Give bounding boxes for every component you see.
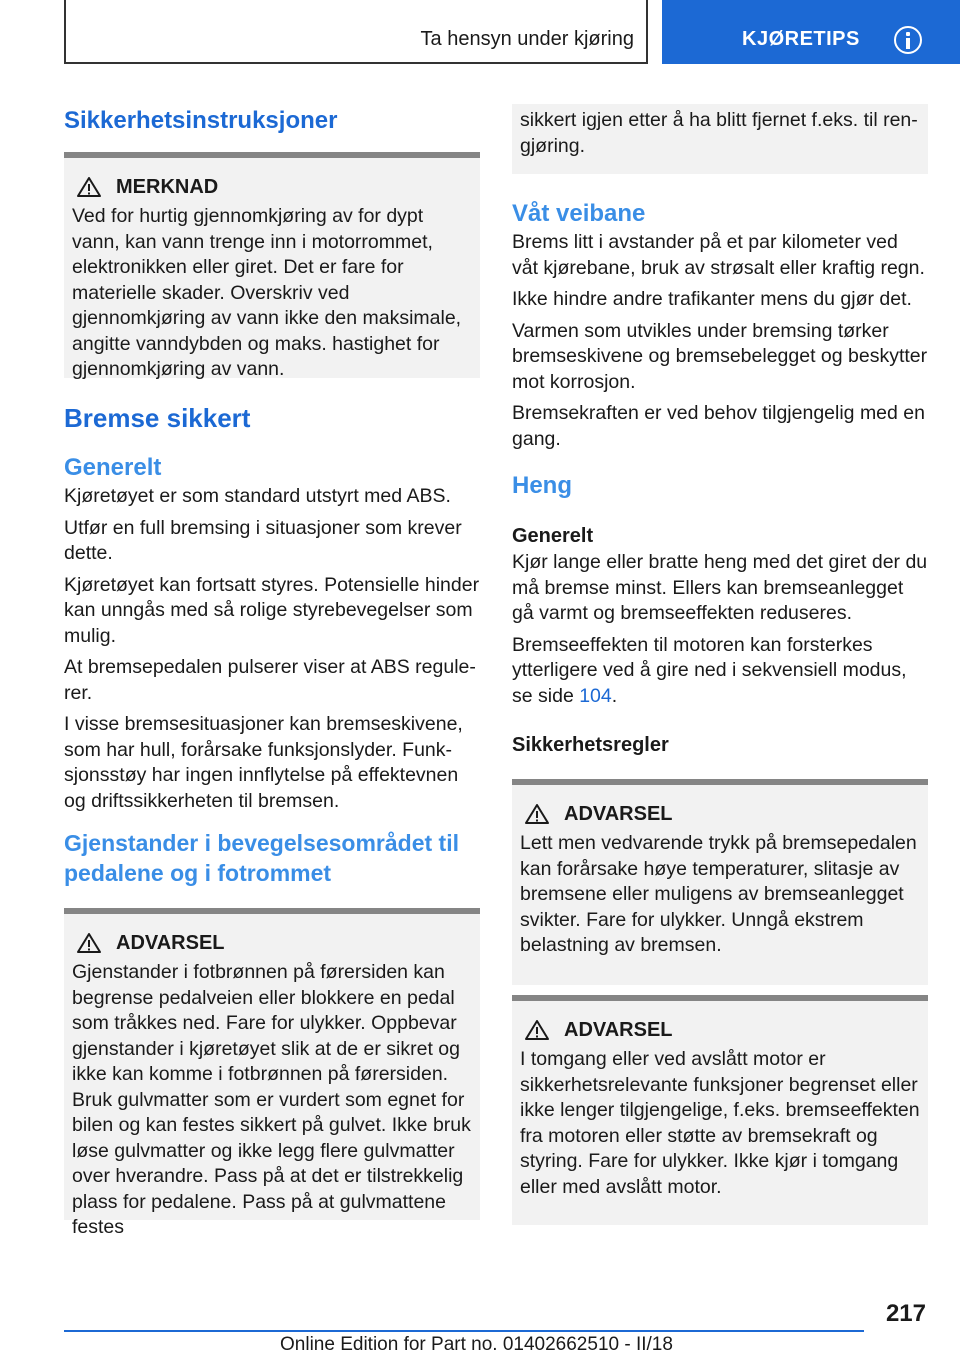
footer-divider xyxy=(64,1330,864,1332)
warning-triangle-icon xyxy=(76,932,102,954)
paragraph: I visse bremsesituasjoner kan bremseskivene, som har hull, forårsake funksjonslyder. Funksjonsstøy har ingen innflytelse på effektevnen og driftssikkerheten til bremsen. xyxy=(64,713,463,812)
warning-title-row xyxy=(72,930,472,956)
warning-box xyxy=(512,995,928,1225)
paragraph: At bremsepedalen pulserer viser at ABS regulerer. xyxy=(64,656,476,704)
paragraph: Kjør lange eller bratte heng med det giret der du må bremse minst. Ellers kan bremseanlegget gå varmt og bremseeffekten reduseres. xyxy=(512,551,928,624)
warning-continuation-text: sikkert igjen etter å ha blitt fjernet f.eks. til rengjøring. xyxy=(520,109,918,157)
warning-box xyxy=(64,908,480,1238)
header-section-box xyxy=(64,0,648,64)
paragraph: Kjøretøyet kan fortsatt styres. Potensielle hinder kan unngås med så rolige styrebevegelser som mulig. xyxy=(64,573,480,647)
left-column xyxy=(64,100,480,1238)
subheading-general: Generelt xyxy=(512,525,594,547)
warning-triangle-icon xyxy=(524,1019,550,1041)
note-text: Ved for hurtig gjennomkjøring av for dypt vann, kan vann trenge inn i motorrommet, elektronikken eller giret. Det er fare for materielle skader. Overskriv ved gjennomkjøring av vann ikke den maksimale, angitte vanndybden og maks. hastighet for gjennomkjøring av vann. xyxy=(72,205,462,380)
warning-title-row xyxy=(520,801,920,827)
heading-slope: Heng xyxy=(512,472,572,499)
footer-edition: Online Edition for Part no. 01402662510 - II/18 xyxy=(280,1334,673,1355)
warning-triangle-icon xyxy=(524,803,550,825)
paragraph: Brems litt i avstander på et par kilometer ved våt kjørebane, bruk av strøsalt eller kraftig regn. xyxy=(512,231,925,279)
paragraph-text: Bremseeffekten til motoren kan forsterkes ytterligere ved å gire ned i sekvensiell modus, se side xyxy=(512,633,907,707)
heading-brake-safely: Bremse sikkert xyxy=(64,403,251,433)
warning-title: ADVARSEL xyxy=(116,932,225,954)
subheading-safety-rules: Sikkerhetsregler xyxy=(512,734,669,756)
paragraph: Kjøretøyet er som standard utstyrt med ABS. xyxy=(64,485,451,507)
note-title-row xyxy=(72,174,472,200)
paragraph: Varmen som utvikles under bremsing tørker bremseskivene og bremsebelegget og beskytter mot korrosjon. xyxy=(512,319,928,393)
header-section-title: Ta hensyn under kjøring xyxy=(420,28,634,50)
note-title: MERKNAD xyxy=(116,176,219,198)
page-reference-link[interactable]: 104 xyxy=(579,684,612,707)
warning-text: I tomgang eller ved avslått motor er sikkerhetsrelevante funksjoner begrenset eller ikke lenger tilgjengelige, f.eks. bremseeffekten fra motoren eller støtte av bremsekraft og styring. Fare for ulykker. Ikke kjør i tomgang eller med avslått motor. xyxy=(520,1048,920,1198)
paragraph: Ikke hindre andre trafikanter mens du gjør det. xyxy=(512,288,912,310)
paragraph: Bremsekraften er ved behov tilgjengelig med en gang. xyxy=(512,402,925,450)
info-icon[interactable] xyxy=(894,26,922,54)
heading-objects-pedals: Gjenstander i bevegelsesområdet til pedalene og i fotrommet xyxy=(64,830,459,886)
header-tab-label: KJØRETIPS xyxy=(742,28,860,50)
paragraph: Utfør en full bremsing i situasjoner som krever dette. xyxy=(64,516,462,564)
warning-continuation-box xyxy=(512,104,928,174)
paragraph xyxy=(512,633,928,710)
note-box xyxy=(64,152,480,378)
warning-triangle-icon xyxy=(76,176,102,198)
header-tab[interactable] xyxy=(662,0,960,64)
page-number: 217 xyxy=(885,1300,926,1327)
heading-safety-instructions: Sikkerhetsinstruksjoner xyxy=(64,107,338,134)
warning-title-row xyxy=(520,1017,920,1043)
paragraph-end: . xyxy=(611,684,618,707)
right-column xyxy=(512,104,928,1225)
warning-box xyxy=(512,779,928,985)
heading-general: Generelt xyxy=(64,454,162,481)
warning-title: ADVARSEL xyxy=(564,1019,673,1041)
heading-wet-road: Våt veibane xyxy=(512,200,646,227)
warning-text: Lett men vedvarende trykk på bremsepedalen kan forårsake høye temperaturer, slitasje av bremsene eller muligens av bremseanlegget svikter. Fare for ulykker. Unngå ekstrem belastning av bremsen. xyxy=(520,832,917,956)
warning-title: ADVARSEL xyxy=(564,803,673,825)
warning-text: Gjenstander i fotbrønnen på førersiden kan begrense pedalveien eller blokkere en pedal som tråkkes ned. Fare for ulykker. Oppbevar gjenstander i kjøretøyet slik at de er sikret og ikke kan komme i fotbrønnen på førersiden. Bruk gulvmatter som er vurdert som egnet for bilen og kan festes sikkert på gulvet. Ikke bruk løse gulvmatter og ikke legg flere gulvmatter over hverandre. Pass på at det er tilstrekkelig plass for pedalene. Pass på at gulvmattene festes xyxy=(72,961,471,1238)
